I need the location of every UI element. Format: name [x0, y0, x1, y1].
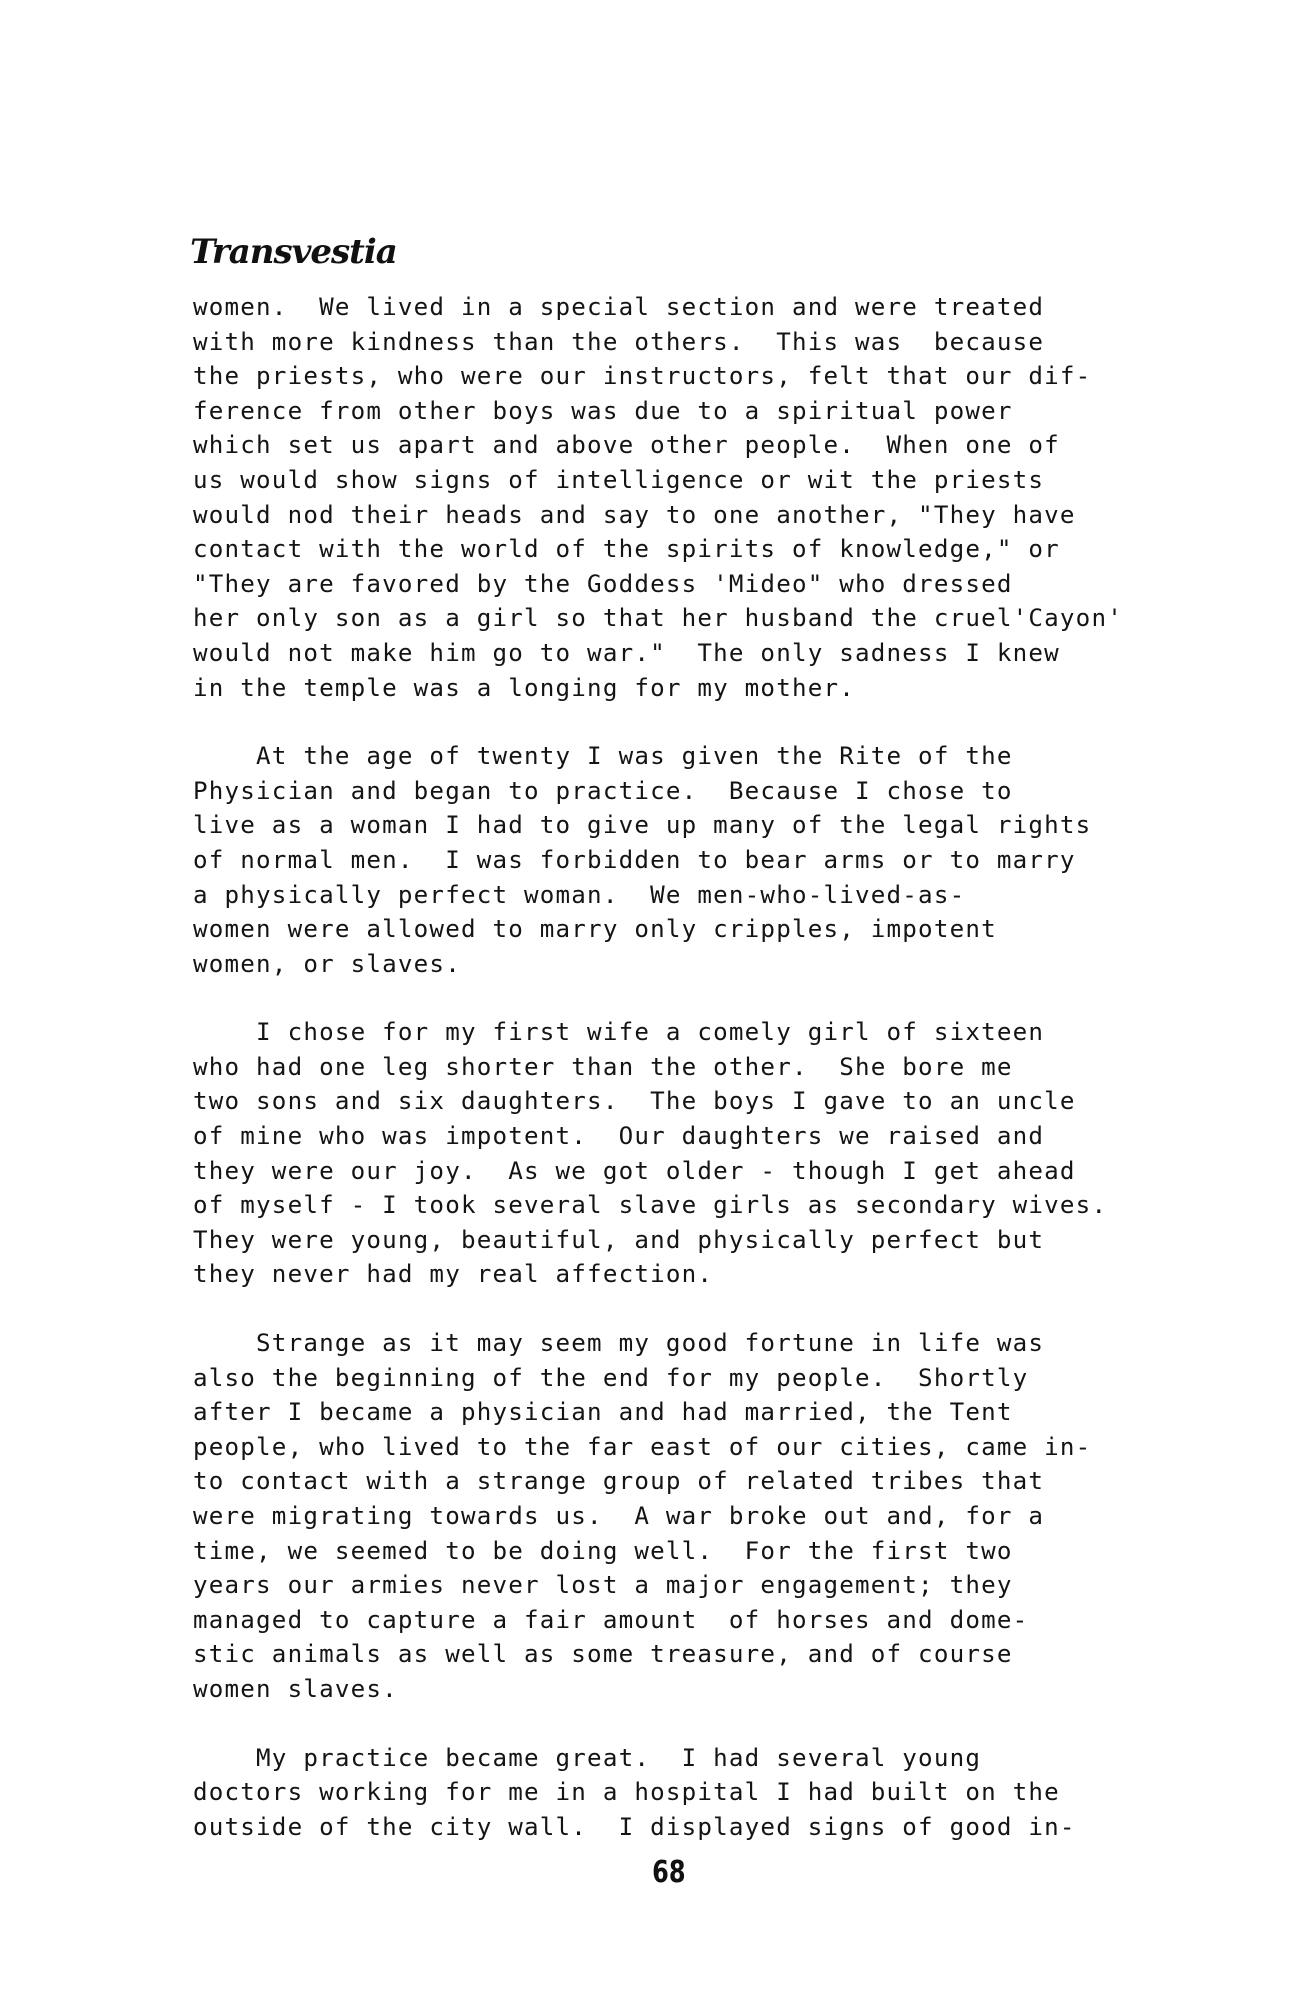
- text-line: They were young, beautiful, and physically perfect but: [193, 1225, 1045, 1254]
- text-line: of myself - I took several slave girls as secondary wives.: [193, 1191, 1108, 1220]
- text-line: women slaves.: [193, 1674, 398, 1703]
- text-line: also the beginning of the end for my people. Shortly: [193, 1363, 1029, 1392]
- text-line: two sons and six daughters. The boys I gave to an uncle: [193, 1087, 1076, 1116]
- paragraph-3: [193, 1015, 1253, 1292]
- paragraph-4: [193, 1326, 1253, 1707]
- text-line: with more kindness than the others. This was because: [193, 327, 1045, 356]
- body-text: [193, 290, 1253, 1844]
- text-line: My practice became great. I had several young: [193, 1743, 982, 1772]
- text-line: us would show signs of intelligence or wit the priests: [193, 465, 1045, 494]
- text-line: women were allowed to marry only cripples, impotent: [193, 915, 997, 944]
- text-line: who had one leg shorter than the other. She bore me: [193, 1052, 1013, 1081]
- page-number: 68: [652, 1855, 686, 1890]
- text-line: women, or slaves.: [193, 949, 461, 978]
- text-line: a physically perfect woman. We men-who-lived-as-: [193, 880, 966, 909]
- text-line: At the age of twenty I was given the Rite of the: [193, 742, 1013, 771]
- text-line: women. We lived in a special section and were treated: [193, 293, 1045, 321]
- text-line: years our armies never lost a major engagement; they: [193, 1571, 1013, 1600]
- text-line: which set us apart and above other people. When one of: [193, 431, 1060, 460]
- paragraph-gap: [193, 1292, 1253, 1326]
- text-line: doctors working for me in a hospital I had built on the: [193, 1778, 1060, 1807]
- text-line: were migrating towards us. A war broke out and, for a: [193, 1502, 1045, 1530]
- text-line: would not make him go to war." The only sadness I knew: [193, 638, 1060, 667]
- text-line: time, we seemed to be doing well. For the first two: [193, 1536, 1013, 1565]
- text-line: they never had my real affection.: [193, 1260, 714, 1289]
- paragraph-2: [193, 739, 1253, 981]
- paragraph-gap: [193, 705, 1253, 739]
- text-line: after I became a physician and had married, the Tent: [193, 1398, 1013, 1427]
- text-line: outside of the city wall. I displayed signs of good in-: [193, 1812, 1076, 1841]
- text-line: ference from other boys was due to a spiritual power: [193, 396, 1013, 425]
- text-line: of normal men. I was forbidden to bear arms or to marry: [193, 845, 1076, 874]
- text-line: I chose for my first wife a comely girl of sixteen: [193, 1018, 1045, 1047]
- text-line: Strange as it may seem my good fortune in life was: [193, 1329, 1045, 1358]
- text-line: people, who lived to the far east of our cities, came in-: [193, 1432, 1092, 1461]
- running-header: Transvestia: [190, 232, 397, 272]
- text-line: her only son as a girl so that her husband the cruel'Cayon': [193, 604, 1123, 633]
- text-line: managed to capture a fair amount of horses and dome-: [193, 1605, 1029, 1634]
- text-line: in the temple was a longing for my mother.: [193, 673, 856, 702]
- text-line: contact with the world of the spirits of knowledge," or: [193, 535, 1060, 564]
- text-line: would nod their heads and say to one another, "They have: [193, 500, 1076, 529]
- text-line: to contact with a strange group of related tribes that: [193, 1467, 1045, 1496]
- text-line: live as a woman I had to give up many of the legal rights: [193, 811, 1092, 840]
- paragraph-1: [193, 290, 1253, 705]
- text-line: the priests, who were our instructors, felt that our dif-: [193, 362, 1092, 391]
- paragraph-gap: [193, 1707, 1253, 1741]
- text-line: stic animals as well as some treasure, and of course: [193, 1640, 1013, 1669]
- paragraph-gap: [193, 981, 1253, 1015]
- paragraph-5: [193, 1741, 1253, 1845]
- text-line: they were our joy. As we got older - though I get ahead: [193, 1156, 1076, 1185]
- text-line: Physician and began to practice. Because I chose to: [193, 776, 1013, 805]
- text-line: "They are favored by the Goddess 'Mideo" who dressed: [193, 569, 1013, 598]
- text-line: of mine who was impotent. Our daughters we raised and: [193, 1122, 1045, 1151]
